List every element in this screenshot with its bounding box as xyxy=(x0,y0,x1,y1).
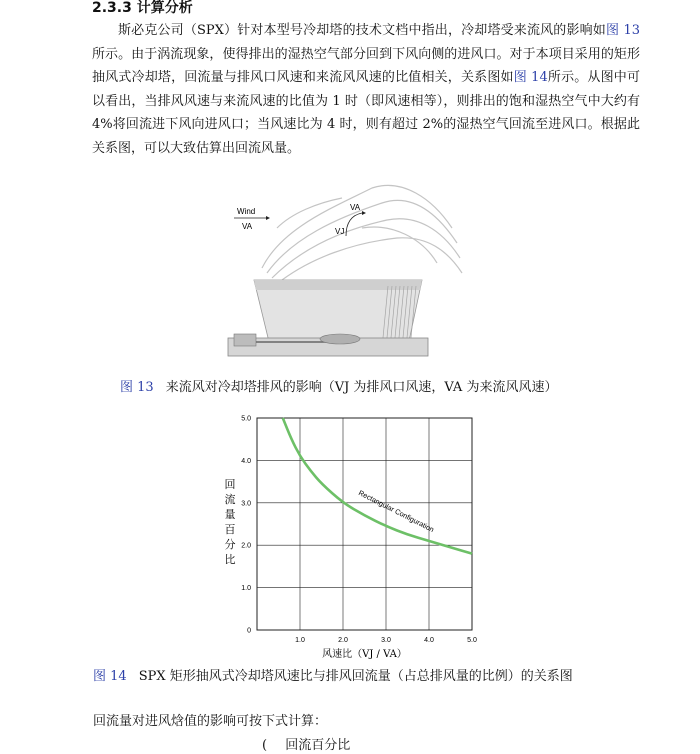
figure-14-link[interactable]: 图 14 xyxy=(514,70,548,85)
series-line xyxy=(283,418,472,554)
x-axis-label: 风速比（VJ / VA） xyxy=(322,647,407,660)
wind-arrow-head xyxy=(266,216,270,220)
vj-vector-label: VJ xyxy=(335,227,344,236)
figure-14-caption xyxy=(93,669,573,685)
fan-hub xyxy=(320,334,360,344)
y-axis-label-char: 比 xyxy=(225,552,236,566)
para-text-1: 斯必克公司（SPX）针对本型号冷却塔的技术文档中指出，冷却塔受来流风的影响如 xyxy=(118,23,606,38)
plot-frame xyxy=(257,418,472,630)
figure-13-text: 来流风对冷却塔排风的影响（VJ 为排风口风速，VA 为来流风风速） xyxy=(166,380,558,395)
formula-line xyxy=(262,738,350,754)
wind-va-label: VA xyxy=(242,222,253,231)
x-tick-label: 4.0 xyxy=(424,637,434,644)
x-tick-label: 1.0 xyxy=(295,637,305,644)
y-axis-label-char: 量 xyxy=(225,508,236,521)
flow-vector xyxy=(346,213,362,236)
section-title: 计算分析 xyxy=(137,0,193,16)
body-paragraph xyxy=(92,19,640,160)
stack-rim xyxy=(254,280,422,290)
recirculation-chart xyxy=(222,410,492,668)
para-text-2: 所示。由于涡流现象，使得排出的湿热空气部分回到下风向侧的进风口。对于本项目采用的矩形抽风式冷却塔，回流量与排风口风速和来流风风速的比值相关，关系图如 xyxy=(92,47,640,86)
y-axis-label-char: 百 xyxy=(225,523,236,536)
y-tick-label: 3.0 xyxy=(241,500,251,507)
va-vector-label: VA xyxy=(350,203,361,212)
section-number: 2.3.3 xyxy=(92,0,132,16)
para-text-3: 所示。从图中可以看出，当排风风速与来流风速的比值为 1 时（即风速相等），则排出的饱和湿热空气中大约有 4%将回流进下风向进风口；当风速比为 4 时，则有超过 2%的湿热空气回流至进风口。根据此关系图，可以大致估算出回流风量。 xyxy=(92,70,640,156)
figure-13-number: 图 13 xyxy=(120,380,154,395)
exhaust-plume xyxy=(262,185,462,280)
y-tick-label: 1.0 xyxy=(241,585,251,592)
y-tick-label: 2.0 xyxy=(241,543,251,550)
x-tick-label: 2.0 xyxy=(338,637,348,644)
flow-vector-head xyxy=(362,211,366,215)
y-axis-label-char: 分 xyxy=(225,537,236,551)
formula-intro: 回流量对进风焓值的影响可按下式计算： xyxy=(93,714,327,730)
section-heading xyxy=(92,0,193,16)
figure-13-caption xyxy=(120,380,557,396)
y-tick-label: 0 xyxy=(247,628,251,635)
figure-14-text: SPX 矩形抽风式冷却塔风速比与排风回流量（占总排风量的比例）的关系图 xyxy=(139,669,573,684)
wind-label: Wind xyxy=(237,207,255,216)
formula-bracket: ( xyxy=(262,738,267,753)
series-label: Rectangular Configuration xyxy=(357,488,435,534)
y-axis-label-char: 回 xyxy=(225,478,236,491)
y-axis-label-char: 流 xyxy=(225,492,236,506)
y-tick-label: 4.0 xyxy=(241,458,251,465)
figure-14-number: 图 14 xyxy=(93,669,127,684)
x-tick-label: 3.0 xyxy=(381,637,391,644)
motor xyxy=(234,334,256,346)
y-tick-label: 5.0 xyxy=(241,416,251,423)
x-tick-label: 5.0 xyxy=(467,637,477,644)
cooling-tower-figure xyxy=(222,168,466,362)
figure-13-link[interactable]: 图 13 xyxy=(606,23,640,38)
formula-term: 回流百分比 xyxy=(285,738,350,753)
